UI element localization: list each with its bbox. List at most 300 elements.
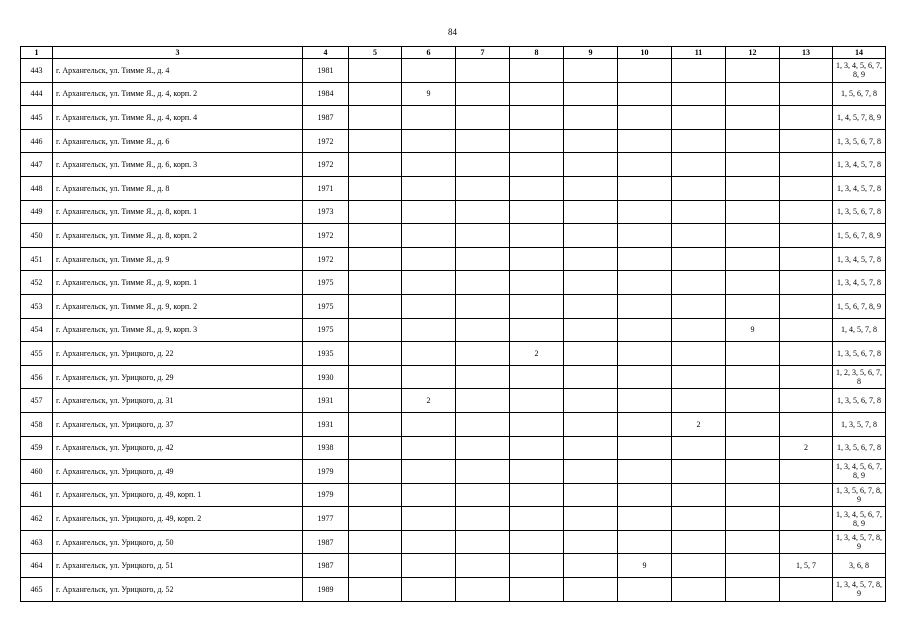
year-cell: 1930 — [303, 365, 349, 389]
year-cell: 1987 — [303, 554, 349, 578]
column-header: 14 — [833, 47, 886, 59]
col9-cell — [564, 200, 618, 224]
col9-cell — [564, 342, 618, 366]
col9-cell — [564, 460, 618, 484]
col10-cell — [618, 318, 672, 342]
col9-cell — [564, 554, 618, 578]
col12-cell — [726, 436, 780, 460]
col7-cell — [456, 294, 510, 318]
row-number-cell: 443 — [21, 59, 53, 83]
col7-cell — [456, 176, 510, 200]
col8-cell — [510, 294, 564, 318]
col5-cell — [349, 129, 402, 153]
col5-cell — [349, 247, 402, 271]
table-row — [21, 318, 886, 342]
col10-cell — [618, 412, 672, 436]
col7-cell — [456, 554, 510, 578]
row-number-cell: 458 — [21, 412, 53, 436]
year-cell: 1979 — [303, 460, 349, 484]
column-header: 1 — [21, 47, 53, 59]
col6-cell: 2 — [402, 389, 456, 413]
col11-cell — [672, 389, 726, 413]
notes-cell: 1, 3, 4, 5, 7, 8 — [833, 153, 886, 177]
address-cell: г. Архангельск, ул. Тимме Я., д. 4, корп. 2 — [53, 82, 303, 106]
row-number-cell: 446 — [21, 129, 53, 153]
col8-cell — [510, 365, 564, 389]
col6-cell — [402, 200, 456, 224]
col12-cell — [726, 82, 780, 106]
col9-cell — [564, 412, 618, 436]
col10-cell — [618, 507, 672, 531]
row-number-cell: 450 — [21, 224, 53, 248]
col12-cell — [726, 271, 780, 295]
year-cell: 1938 — [303, 436, 349, 460]
table-row — [21, 578, 886, 602]
notes-cell: 1, 3, 4, 5, 7, 8 — [833, 271, 886, 295]
col7-cell — [456, 106, 510, 130]
col12-cell — [726, 483, 780, 507]
address-cell: г. Архангельск, ул. Тимме Я., д. 8, корп. 1 — [53, 200, 303, 224]
col7-cell — [456, 530, 510, 554]
col8-cell — [510, 247, 564, 271]
col11-cell — [672, 59, 726, 83]
col13-cell — [780, 59, 833, 83]
table-row — [21, 106, 886, 130]
col11-cell — [672, 554, 726, 578]
col12-cell — [726, 129, 780, 153]
col7-cell — [456, 153, 510, 177]
notes-cell: 1, 3, 4, 5, 7, 8 — [833, 176, 886, 200]
col13-cell — [780, 412, 833, 436]
table-body — [21, 59, 886, 602]
col8-cell — [510, 412, 564, 436]
col7-cell — [456, 412, 510, 436]
table-header-row — [21, 47, 886, 59]
col10-cell — [618, 436, 672, 460]
table-row — [21, 389, 886, 413]
year-cell: 1984 — [303, 82, 349, 106]
col13-cell — [780, 247, 833, 271]
col12-cell — [726, 153, 780, 177]
col7-cell — [456, 247, 510, 271]
col5-cell — [349, 271, 402, 295]
col10-cell — [618, 365, 672, 389]
col13-cell — [780, 106, 833, 130]
address-cell: г. Архангельск, ул. Урицкого, д. 51 — [53, 554, 303, 578]
col6-cell — [402, 318, 456, 342]
column-header: 6 — [402, 47, 456, 59]
col12-cell: 9 — [726, 318, 780, 342]
col7-cell — [456, 200, 510, 224]
col6-cell — [402, 412, 456, 436]
notes-cell: 1, 3, 5, 6, 7, 8 — [833, 200, 886, 224]
table-row — [21, 271, 886, 295]
col11-cell — [672, 200, 726, 224]
table-row — [21, 483, 886, 507]
col10-cell — [618, 460, 672, 484]
col5-cell — [349, 389, 402, 413]
row-number-cell: 451 — [21, 247, 53, 271]
column-header: 7 — [456, 47, 510, 59]
notes-cell: 1, 3, 5, 6, 7, 8 — [833, 342, 886, 366]
address-cell: г. Архангельск, ул. Тимме Я., д. 6 — [53, 129, 303, 153]
notes-cell: 1, 3, 5, 6, 7, 8 — [833, 129, 886, 153]
column-header: 10 — [618, 47, 672, 59]
col8-cell — [510, 59, 564, 83]
col11-cell — [672, 578, 726, 602]
address-cell: г. Архангельск, ул. Тимме Я., д. 6, корп. 3 — [53, 153, 303, 177]
notes-cell: 1, 2, 3, 5, 6, 7, 8 — [833, 365, 886, 389]
col8-cell — [510, 271, 564, 295]
col6-cell — [402, 153, 456, 177]
col10-cell — [618, 578, 672, 602]
table-row — [21, 82, 886, 106]
year-cell: 1972 — [303, 247, 349, 271]
col12-cell — [726, 412, 780, 436]
col9-cell — [564, 271, 618, 295]
row-number-cell: 459 — [21, 436, 53, 460]
col7-cell — [456, 271, 510, 295]
address-cell: г. Архангельск, ул. Урицкого, д. 52 — [53, 578, 303, 602]
col13-cell — [780, 578, 833, 602]
notes-cell: 1, 3, 4, 5, 6, 7, 8, 9 — [833, 507, 886, 531]
col11-cell — [672, 342, 726, 366]
column-header: 11 — [672, 47, 726, 59]
col10-cell — [618, 530, 672, 554]
col12-cell — [726, 554, 780, 578]
column-header: 3 — [53, 47, 303, 59]
col10-cell — [618, 294, 672, 318]
year-cell: 1935 — [303, 342, 349, 366]
col7-cell — [456, 460, 510, 484]
col9-cell — [564, 224, 618, 248]
address-cell: г. Архангельск, ул. Урицкого, д. 42 — [53, 436, 303, 460]
col12-cell — [726, 460, 780, 484]
col6-cell — [402, 365, 456, 389]
col13-cell — [780, 342, 833, 366]
row-number-cell: 463 — [21, 530, 53, 554]
year-cell: 1972 — [303, 224, 349, 248]
row-number-cell: 449 — [21, 200, 53, 224]
col6-cell — [402, 106, 456, 130]
col7-cell — [456, 129, 510, 153]
column-header: 4 — [303, 47, 349, 59]
row-number-cell: 448 — [21, 176, 53, 200]
col11-cell — [672, 129, 726, 153]
col9-cell — [564, 365, 618, 389]
col8-cell — [510, 436, 564, 460]
notes-cell: 1, 3, 5, 6, 7, 8 — [833, 436, 886, 460]
col13-cell: 1, 5, 7 — [780, 554, 833, 578]
col6-cell — [402, 530, 456, 554]
col8-cell — [510, 507, 564, 531]
table-row — [21, 412, 886, 436]
col9-cell — [564, 129, 618, 153]
col12-cell — [726, 389, 780, 413]
col7-cell — [456, 389, 510, 413]
col11-cell — [672, 507, 726, 531]
year-cell: 1972 — [303, 153, 349, 177]
year-cell: 1979 — [303, 483, 349, 507]
year-cell: 1931 — [303, 412, 349, 436]
table-row — [21, 59, 886, 83]
col8-cell — [510, 153, 564, 177]
row-number-cell: 465 — [21, 578, 53, 602]
col6-cell: 9 — [402, 82, 456, 106]
col5-cell — [349, 436, 402, 460]
year-cell: 1931 — [303, 389, 349, 413]
col9-cell — [564, 483, 618, 507]
col12-cell — [726, 365, 780, 389]
table-row — [21, 129, 886, 153]
year-cell: 1973 — [303, 200, 349, 224]
col13-cell — [780, 294, 833, 318]
col12-cell — [726, 578, 780, 602]
address-cell: г. Архангельск, ул. Урицкого, д. 22 — [53, 342, 303, 366]
col8-cell — [510, 176, 564, 200]
address-cell: г. Архангельск, ул. Тимме Я., д. 4, корп. 4 — [53, 106, 303, 130]
col7-cell — [456, 224, 510, 248]
col7-cell — [456, 507, 510, 531]
notes-cell: 1, 5, 6, 7, 8 — [833, 82, 886, 106]
col12-cell — [726, 530, 780, 554]
col6-cell — [402, 342, 456, 366]
address-cell: г. Архангельск, ул. Урицкого, д. 31 — [53, 389, 303, 413]
col11-cell — [672, 530, 726, 554]
address-cell: г. Архангельск, ул. Урицкого, д. 49, корп. 2 — [53, 507, 303, 531]
year-cell: 1989 — [303, 578, 349, 602]
col12-cell — [726, 294, 780, 318]
col7-cell — [456, 483, 510, 507]
col7-cell — [456, 342, 510, 366]
col8-cell — [510, 129, 564, 153]
address-cell: г. Архангельск, ул. Урицкого, д. 49 — [53, 460, 303, 484]
notes-cell: 1, 3, 4, 5, 6, 7, 8, 9 — [833, 59, 886, 83]
col9-cell — [564, 436, 618, 460]
notes-cell: 1, 3, 4, 5, 7, 8, 9 — [833, 578, 886, 602]
col10-cell — [618, 342, 672, 366]
col8-cell — [510, 106, 564, 130]
col11-cell — [672, 224, 726, 248]
table-row — [21, 342, 886, 366]
col10-cell — [618, 153, 672, 177]
col12-cell — [726, 176, 780, 200]
col10-cell — [618, 389, 672, 413]
col13-cell — [780, 460, 833, 484]
col6-cell — [402, 294, 456, 318]
col5-cell — [349, 106, 402, 130]
col6-cell — [402, 483, 456, 507]
col9-cell — [564, 318, 618, 342]
col5-cell — [349, 200, 402, 224]
row-number-cell: 447 — [21, 153, 53, 177]
col5-cell — [349, 483, 402, 507]
col5-cell — [349, 176, 402, 200]
col13-cell — [780, 200, 833, 224]
col13-cell — [780, 389, 833, 413]
col8-cell — [510, 460, 564, 484]
col10-cell — [618, 106, 672, 130]
col8-cell — [510, 82, 564, 106]
col13-cell — [780, 82, 833, 106]
col12-cell — [726, 507, 780, 531]
notes-cell: 1, 4, 5, 7, 8, 9 — [833, 106, 886, 130]
address-cell: г. Архангельск, ул. Тимме Я., д. 9, корп. 2 — [53, 294, 303, 318]
notes-cell: 1, 3, 5, 6, 7, 8 — [833, 389, 886, 413]
col9-cell — [564, 106, 618, 130]
column-header: 5 — [349, 47, 402, 59]
col5-cell — [349, 318, 402, 342]
col6-cell — [402, 129, 456, 153]
year-cell: 1975 — [303, 318, 349, 342]
col5-cell — [349, 530, 402, 554]
col9-cell — [564, 507, 618, 531]
col10-cell — [618, 82, 672, 106]
col9-cell — [564, 176, 618, 200]
col9-cell — [564, 578, 618, 602]
col8-cell — [510, 200, 564, 224]
table-row — [21, 530, 886, 554]
year-cell: 1981 — [303, 59, 349, 83]
col5-cell — [349, 365, 402, 389]
col6-cell — [402, 554, 456, 578]
row-number-cell: 444 — [21, 82, 53, 106]
col13-cell — [780, 365, 833, 389]
column-header: 12 — [726, 47, 780, 59]
notes-cell: 1, 3, 5, 6, 7, 8, 9 — [833, 483, 886, 507]
column-header: 9 — [564, 47, 618, 59]
col5-cell — [349, 460, 402, 484]
col12-cell — [726, 224, 780, 248]
col7-cell — [456, 365, 510, 389]
col9-cell — [564, 82, 618, 106]
address-cell: г. Архангельск, ул. Тимме Я., д. 9, корп. 1 — [53, 271, 303, 295]
address-cell: г. Архангельск, ул. Урицкого, д. 37 — [53, 412, 303, 436]
col12-cell — [726, 342, 780, 366]
col8-cell — [510, 483, 564, 507]
col5-cell — [349, 578, 402, 602]
notes-cell: 1, 3, 5, 7, 8 — [833, 412, 886, 436]
col6-cell — [402, 271, 456, 295]
table-row — [21, 294, 886, 318]
row-number-cell: 453 — [21, 294, 53, 318]
col6-cell — [402, 460, 456, 484]
col6-cell — [402, 59, 456, 83]
address-cell: г. Архангельск, ул. Урицкого, д. 50 — [53, 530, 303, 554]
row-number-cell: 455 — [21, 342, 53, 366]
page-number: 84 — [448, 27, 457, 37]
table-row — [21, 200, 886, 224]
address-cell: г. Архангельск, ул. Тимме Я., д. 8, корп. 2 — [53, 224, 303, 248]
col5-cell — [349, 412, 402, 436]
col8-cell — [510, 578, 564, 602]
year-cell: 1975 — [303, 271, 349, 295]
table-row — [21, 436, 886, 460]
year-cell: 1971 — [303, 176, 349, 200]
col11-cell: 2 — [672, 412, 726, 436]
col13-cell — [780, 530, 833, 554]
col9-cell — [564, 294, 618, 318]
notes-cell: 1, 3, 4, 5, 7, 8, 9 — [833, 530, 886, 554]
col5-cell — [349, 59, 402, 83]
col13-cell: 2 — [780, 436, 833, 460]
row-number-cell: 454 — [21, 318, 53, 342]
col5-cell — [349, 294, 402, 318]
row-number-cell: 452 — [21, 271, 53, 295]
table-row — [21, 554, 886, 578]
col8-cell — [510, 554, 564, 578]
table-row — [21, 176, 886, 200]
col6-cell — [402, 436, 456, 460]
col11-cell — [672, 271, 726, 295]
col10-cell — [618, 200, 672, 224]
notes-cell: 1, 3, 4, 5, 7, 8 — [833, 247, 886, 271]
col8-cell — [510, 530, 564, 554]
col9-cell — [564, 530, 618, 554]
address-cell: г. Архангельск, ул. Тимме Я., д. 9 — [53, 247, 303, 271]
address-cell: г. Архангельск, ул. Урицкого, д. 49, корп. 1 — [53, 483, 303, 507]
table-row — [21, 247, 886, 271]
col12-cell — [726, 106, 780, 130]
col13-cell — [780, 129, 833, 153]
col12-cell — [726, 59, 780, 83]
row-number-cell: 456 — [21, 365, 53, 389]
col11-cell — [672, 247, 726, 271]
col11-cell — [672, 106, 726, 130]
address-cell: г. Архангельск, ул. Тимме Я., д. 9, корп. 3 — [53, 318, 303, 342]
address-cell: г. Архангельск, ул. Тимме Я., д. 4 — [53, 59, 303, 83]
col13-cell — [780, 153, 833, 177]
col12-cell — [726, 200, 780, 224]
housing-register-table — [20, 46, 886, 602]
col13-cell — [780, 318, 833, 342]
col5-cell — [349, 342, 402, 366]
col6-cell — [402, 507, 456, 531]
col9-cell — [564, 153, 618, 177]
col11-cell — [672, 365, 726, 389]
col6-cell — [402, 176, 456, 200]
col7-cell — [456, 318, 510, 342]
year-cell: 1987 — [303, 106, 349, 130]
col13-cell — [780, 224, 833, 248]
table-row — [21, 224, 886, 248]
col10-cell — [618, 59, 672, 83]
col13-cell — [780, 507, 833, 531]
row-number-cell: 464 — [21, 554, 53, 578]
notes-cell: 1, 3, 4, 5, 6, 7, 8, 9 — [833, 460, 886, 484]
col6-cell — [402, 578, 456, 602]
col10-cell: 9 — [618, 554, 672, 578]
column-header: 13 — [780, 47, 833, 59]
col5-cell — [349, 507, 402, 531]
col11-cell — [672, 318, 726, 342]
year-cell: 1972 — [303, 129, 349, 153]
col6-cell — [402, 247, 456, 271]
col10-cell — [618, 247, 672, 271]
col10-cell — [618, 483, 672, 507]
col6-cell — [402, 224, 456, 248]
col13-cell — [780, 483, 833, 507]
row-number-cell: 460 — [21, 460, 53, 484]
col11-cell — [672, 176, 726, 200]
table-row — [21, 460, 886, 484]
address-cell: г. Архангельск, ул. Урицкого, д. 29 — [53, 365, 303, 389]
col5-cell — [349, 82, 402, 106]
table-row — [21, 153, 886, 177]
col9-cell — [564, 247, 618, 271]
column-header: 8 — [510, 47, 564, 59]
col11-cell — [672, 483, 726, 507]
